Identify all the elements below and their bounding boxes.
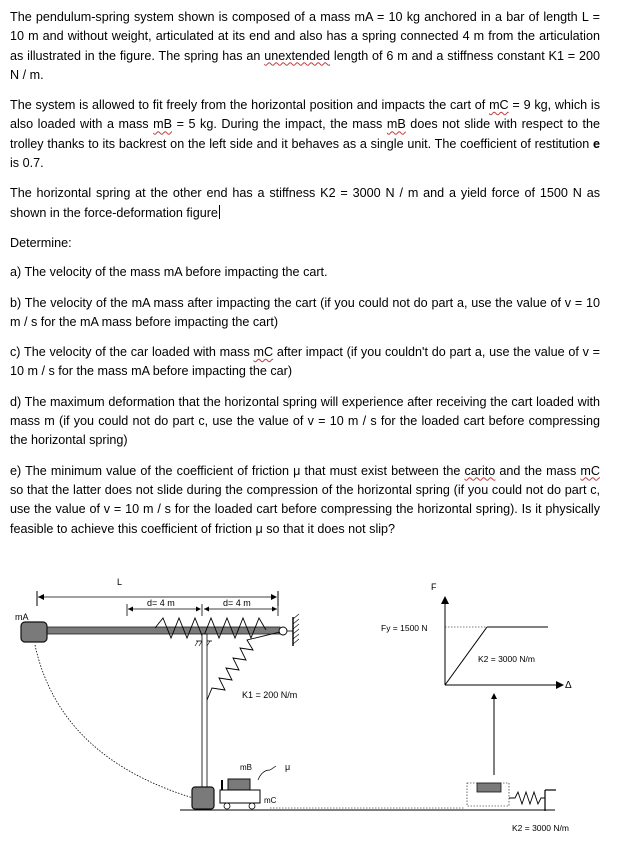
hinge-and-wall [279, 614, 299, 646]
spring-k2 [509, 792, 545, 804]
d2-label: d= 4 m [223, 598, 251, 608]
k1-label: K1 = 200 N/m [242, 690, 298, 700]
paragraph-horizontal-spring: The horizontal spring at the other end has a stiffness K2 = 3000 N / m and a yield force of 1500 N as shown in the force-deformation figure [10, 186, 600, 220]
cart-mC [220, 790, 260, 803]
mass-mB [228, 779, 250, 790]
question-b: b) The velocity of the mA mass after impacting the cart (if you could not do part a, use the value of v = 10 m / s for the mA mass before impacting the cart) [10, 295, 600, 329]
spellcheck-word: mC [580, 463, 600, 478]
force-deformation-graph [381, 582, 572, 691]
mu-label: μ [285, 762, 291, 772]
text-cursor [219, 205, 220, 219]
question-a: a) The velocity of the mass mA before impacting the cart. [10, 265, 328, 280]
paragraph-impact-description: The system is allowed to fit freely from the horizontal position and impacts the cart of mC = 9 kg, which is also loaded with a mass mB = 5 kg. During the impact, the mass mB does not slide with respect to the trolley thanks to its backrest on the left side and it behaves as a single unit. The coefficient of restitution e is 0.7. [10, 98, 601, 171]
k2-graph-label: K2 = 3000 N/m [478, 654, 535, 664]
mass-mA [21, 622, 47, 642]
force-axis-label: F [431, 582, 437, 592]
mass-mA-swung [192, 787, 214, 809]
pendulum-bar-vertical [202, 634, 207, 792]
yield-force-label: Fy = 1500 N [381, 623, 428, 633]
mB-label: mB [240, 763, 252, 772]
spellcheck-word: mB [386, 117, 406, 132]
spellcheck-word: carito [464, 463, 496, 478]
heading-determine: Determine: [10, 235, 72, 250]
question-c: c) The velocity of the car loaded with mass mC after impact (if you couldn't do part a, use the value of v = 10 m / s for the mass mA before impacting the car) [10, 345, 600, 379]
question-d: d) The maximum deformation that the horizontal spring will experience after receiving the cart loaded with mass m (if you could not do part c, use the value of v = 10 m / s for the loaded cart before compressing the horizontal spring) [10, 394, 600, 448]
paragraph-system-description: The pendulum-spring system shown is composed of a mass mA = 10 kg anchored in a bar of length L = 10 m and without weight, articulated at its end and also has a spring connected 4 m from the articulation as illustrated in the figure. The spring has an unextended length of 6 m and a stiffness constant K1 = 200 N / m. [10, 10, 600, 82]
deformation-axis-label: Δ [565, 680, 572, 691]
question-e: e) The minimum value of the coefficient of friction μ that must exist between the carito and the mass mC so that the latter does not slide during the compression of the horizontal spring (if you could not do part c, use the value of v = 10 m / s for the loaded cart before compressing the horizontal spring). Is it physically feasible to achieve this coefficient of friction μ so that it does not slip? [10, 463, 600, 536]
d1-label: d= 4 m [147, 598, 175, 608]
mC-label: mC [264, 796, 277, 805]
length-label: L [117, 577, 123, 587]
k2-bottom-label: K2 = 3000 N/m [512, 823, 569, 833]
spellcheck-word: unextended [264, 48, 331, 63]
pendulum-bar-horizontal [36, 627, 280, 634]
cart-wheel [249, 803, 255, 809]
mA-label: mA [15, 612, 29, 622]
pendulum-spring-figure [0, 572, 629, 855]
spellcheck-word: mC [489, 98, 509, 113]
spellcheck-word: mC [253, 345, 274, 360]
swing-path-arc [35, 645, 200, 800]
spellcheck-word: mB [153, 117, 173, 132]
problem-text [10, 8, 600, 550]
cart-wheel [224, 803, 230, 809]
d-dimensions [127, 598, 278, 616]
cart-at-spring [467, 783, 509, 806]
